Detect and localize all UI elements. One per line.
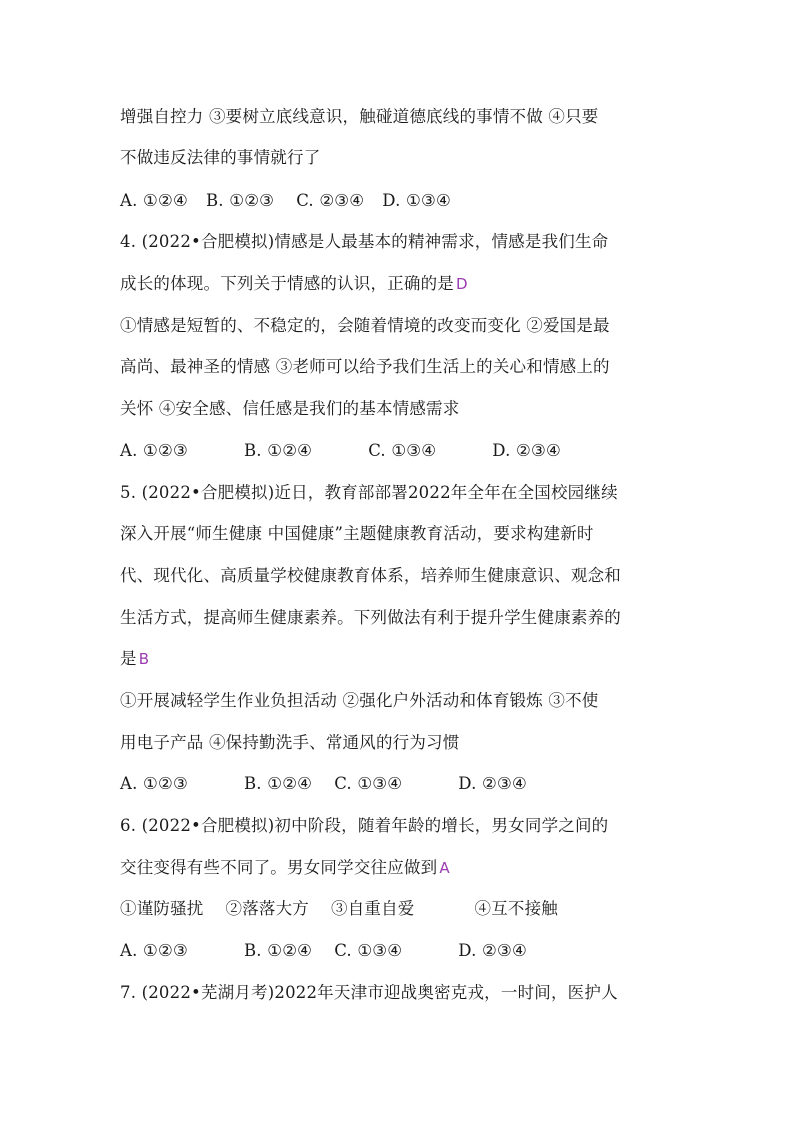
q3-option-c: C. ②③④ [296,191,365,210]
q3-option-b: B. ①②③ [205,191,275,210]
q4-option-b: B. ①②④ [243,441,313,460]
q5-option-d: D. ②③④ [458,774,528,793]
q5-text-line-6: ①开展减轻学生作业负担活动 ②强化户外活动和体育锻炼 ③不使 [120,691,599,710]
q6-option-b: B. ①②④ [243,941,313,960]
q6-option-d: D. ②③④ [458,941,528,960]
q6-items [120,897,680,921]
q4-text-line-1: 4. (2022•合肥模拟)情感是人最基本的精神需求，情感是我们生命 [120,232,609,251]
q5-text-line-1: 5. (2022•合肥模拟)近日，教育部部署2022年全年在全国校园继续 [120,483,618,502]
q3-option-d: D. ①③④ [382,191,452,210]
q4-option-c: C. ①③④ [368,441,437,460]
q5-text-line-4: 生活方式，提高师生健康素养。下列做法有利于提升学生健康素养的 [120,608,621,627]
q5-option-b: B. ①②④ [243,774,313,793]
q6-text-line-2 [120,856,680,880]
q4-stem-end: 成长的体现。下列关于情感的认识，正确的是 [120,274,454,293]
q5-answer: B [138,650,150,668]
q4-text-line-5: 关怀 ④安全感、信任感是我们的基本情感需求 [120,399,460,418]
q3-option-a: A. ①②④ [120,191,188,210]
q6-answer: A [439,859,450,877]
q6-item-3: ③自重自爱 [331,899,415,918]
q5-option-a: A. ①②③ [120,774,188,793]
q6-stem-end: 交往变得有些不同了。男女同学交往应做到 [120,858,438,877]
q3-text-line-1: 增强自控力 ③要树立底线意识，触碰道德底线的事情不做 ④只要 [120,107,599,126]
q3-text-line-2: 不做违反法律的事情就行了 [120,148,321,167]
q6-options [120,939,680,963]
q6-option-c: C. ①③④ [334,941,403,960]
q6-option-a: A. ①②③ [120,941,188,960]
q4-text-line-3: ①情感是短暂的、不稳定的，会随着情境的改变而变化 ②爱国是最 [120,316,610,335]
q4-option-a: A. ①②③ [120,441,188,460]
q6-item-2: ②落落大方 [225,899,309,918]
q4-answer: D [456,275,468,293]
q5-stem-end: 是 [120,649,137,668]
q5-text-line-7: 用电子产品 ④保持勤洗手、常通风的行为习惯 [120,733,460,752]
q6-item-1: ①谨防骚扰 [120,899,204,918]
q4-text-line-2 [120,272,680,296]
q4-text-line-4: 高尚、最神圣的情感 ③老师可以给予我们生活上的关心和情感上的 [120,357,610,376]
q5-text-line-2: 深入开展“师生健康 中国健康”主题健康教育活动，要求构建新时 [120,524,594,543]
q5-options [120,772,680,796]
q6-item-4: ④互不接触 [474,899,558,918]
q5-text-line-5 [120,647,680,671]
q7-text-line-1: 7. (2022•芜湖月考)2022年天津市迎战奥密克戎，一时间，医护人 [120,983,618,1002]
q5-option-c: C. ①③④ [334,774,403,793]
q6-text-line-1: 6. (2022•合肥模拟)初中阶段，随着年龄的增长，男女同学之间的 [120,816,609,835]
q5-text-line-3: 代、现代化、高质量学校健康教育体系，培养师生健康意识、观念和 [120,566,621,585]
q4-option-d: D. ②③④ [492,441,562,460]
q3-options [120,189,680,213]
q4-options [120,439,680,463]
